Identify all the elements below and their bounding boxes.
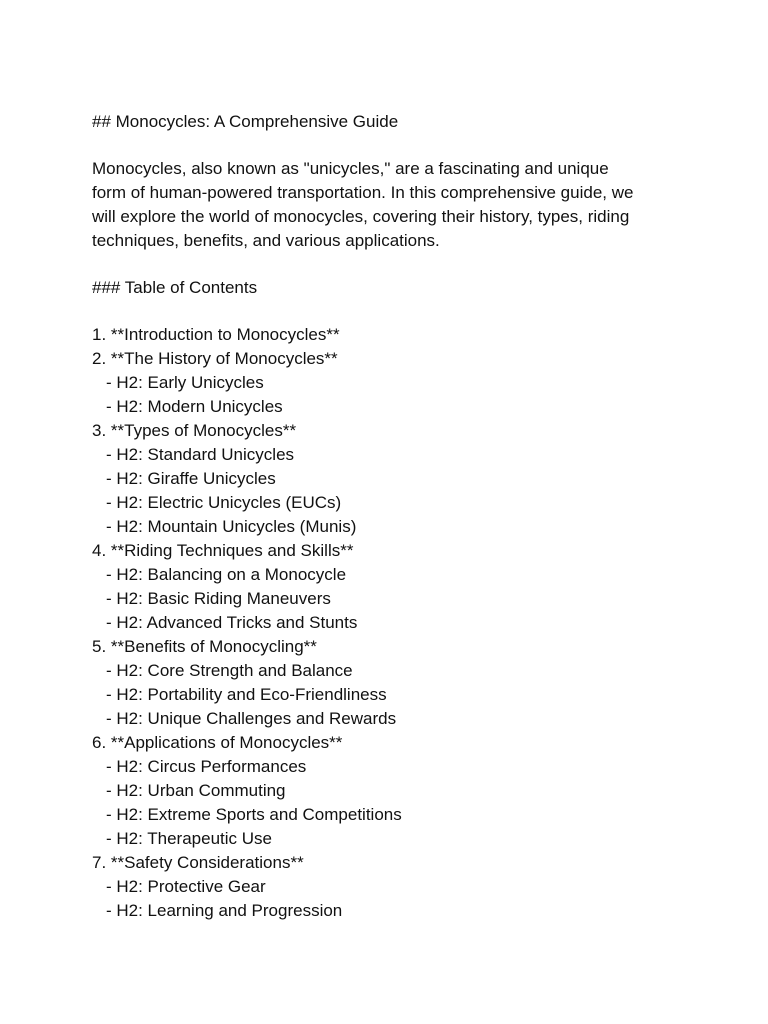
toc-subitem: - H2: Modern Unicycles: [106, 397, 283, 416]
toc-item: 6. **Applications of Monocycles**: [92, 733, 343, 752]
toc-subitem: - H2: Protective Gear: [106, 877, 266, 896]
toc-subitem: - H2: Balancing on a Monocycle: [106, 565, 347, 584]
intro-line: Monocycles, also known as "unicycles," are a fascinating and unique: [92, 159, 609, 178]
intro-line: form of human-powered transportation. In this comprehensive guide, we: [92, 183, 634, 202]
toc-item: 7. **Safety Considerations**: [92, 853, 304, 872]
toc-subitem: - H2: Therapeutic Use: [106, 829, 272, 848]
toc-subitem: - H2: Extreme Sports and Competitions: [106, 805, 402, 824]
toc-subitem: - H2: Advanced Tricks and Stunts: [106, 613, 358, 632]
toc-subitem: - H2: Circus Performances: [106, 757, 307, 776]
intro-line: will explore the world of monocycles, covering their history, types, riding: [92, 207, 630, 226]
toc-item: 2. **The History of Monocycles**: [92, 349, 338, 368]
toc-subitem: - H2: Learning and Progression: [106, 901, 343, 920]
toc-item: 1. **Introduction to Monocycles**: [92, 325, 340, 344]
spacer: [92, 134, 692, 157]
toc-subitem: - H2: Mountain Unicycles (Munis): [106, 517, 357, 536]
toc-subitem: - H2: Urban Commuting: [106, 781, 286, 800]
toc-subitem: - H2: Portability and Eco-Friendliness: [106, 685, 387, 704]
toc-item: 5. **Benefits of Monocycling**: [92, 637, 317, 656]
toc-subitem: - H2: Basic Riding Maneuvers: [106, 589, 331, 608]
toc-subitem: - H2: Core Strength and Balance: [106, 661, 353, 680]
toc-item: 3. **Types of Monocycles**: [92, 421, 297, 440]
toc-subitem: - H2: Standard Unicycles: [106, 445, 295, 464]
intro-line: techniques, benefits, and various applications.: [92, 231, 440, 250]
document-body: [92, 110, 692, 923]
toc-subitem: - H2: Early Unicycles: [106, 373, 264, 392]
spacer: [92, 253, 692, 276]
document-title: ## Monocycles: A Comprehensive Guide: [92, 112, 399, 131]
toc-subitem: - H2: Giraffe Unicycles: [106, 469, 276, 488]
toc-subitem: - H2: Electric Unicycles (EUCs): [106, 493, 342, 512]
intro-paragraph: [92, 157, 692, 253]
toc-item: 4. **Riding Techniques and Skills**: [92, 541, 354, 560]
toc-subitem: - H2: Unique Challenges and Rewards: [106, 709, 397, 728]
table-of-contents: [92, 323, 692, 923]
spacer: [92, 300, 692, 323]
toc-heading: ### Table of Contents: [92, 278, 258, 297]
